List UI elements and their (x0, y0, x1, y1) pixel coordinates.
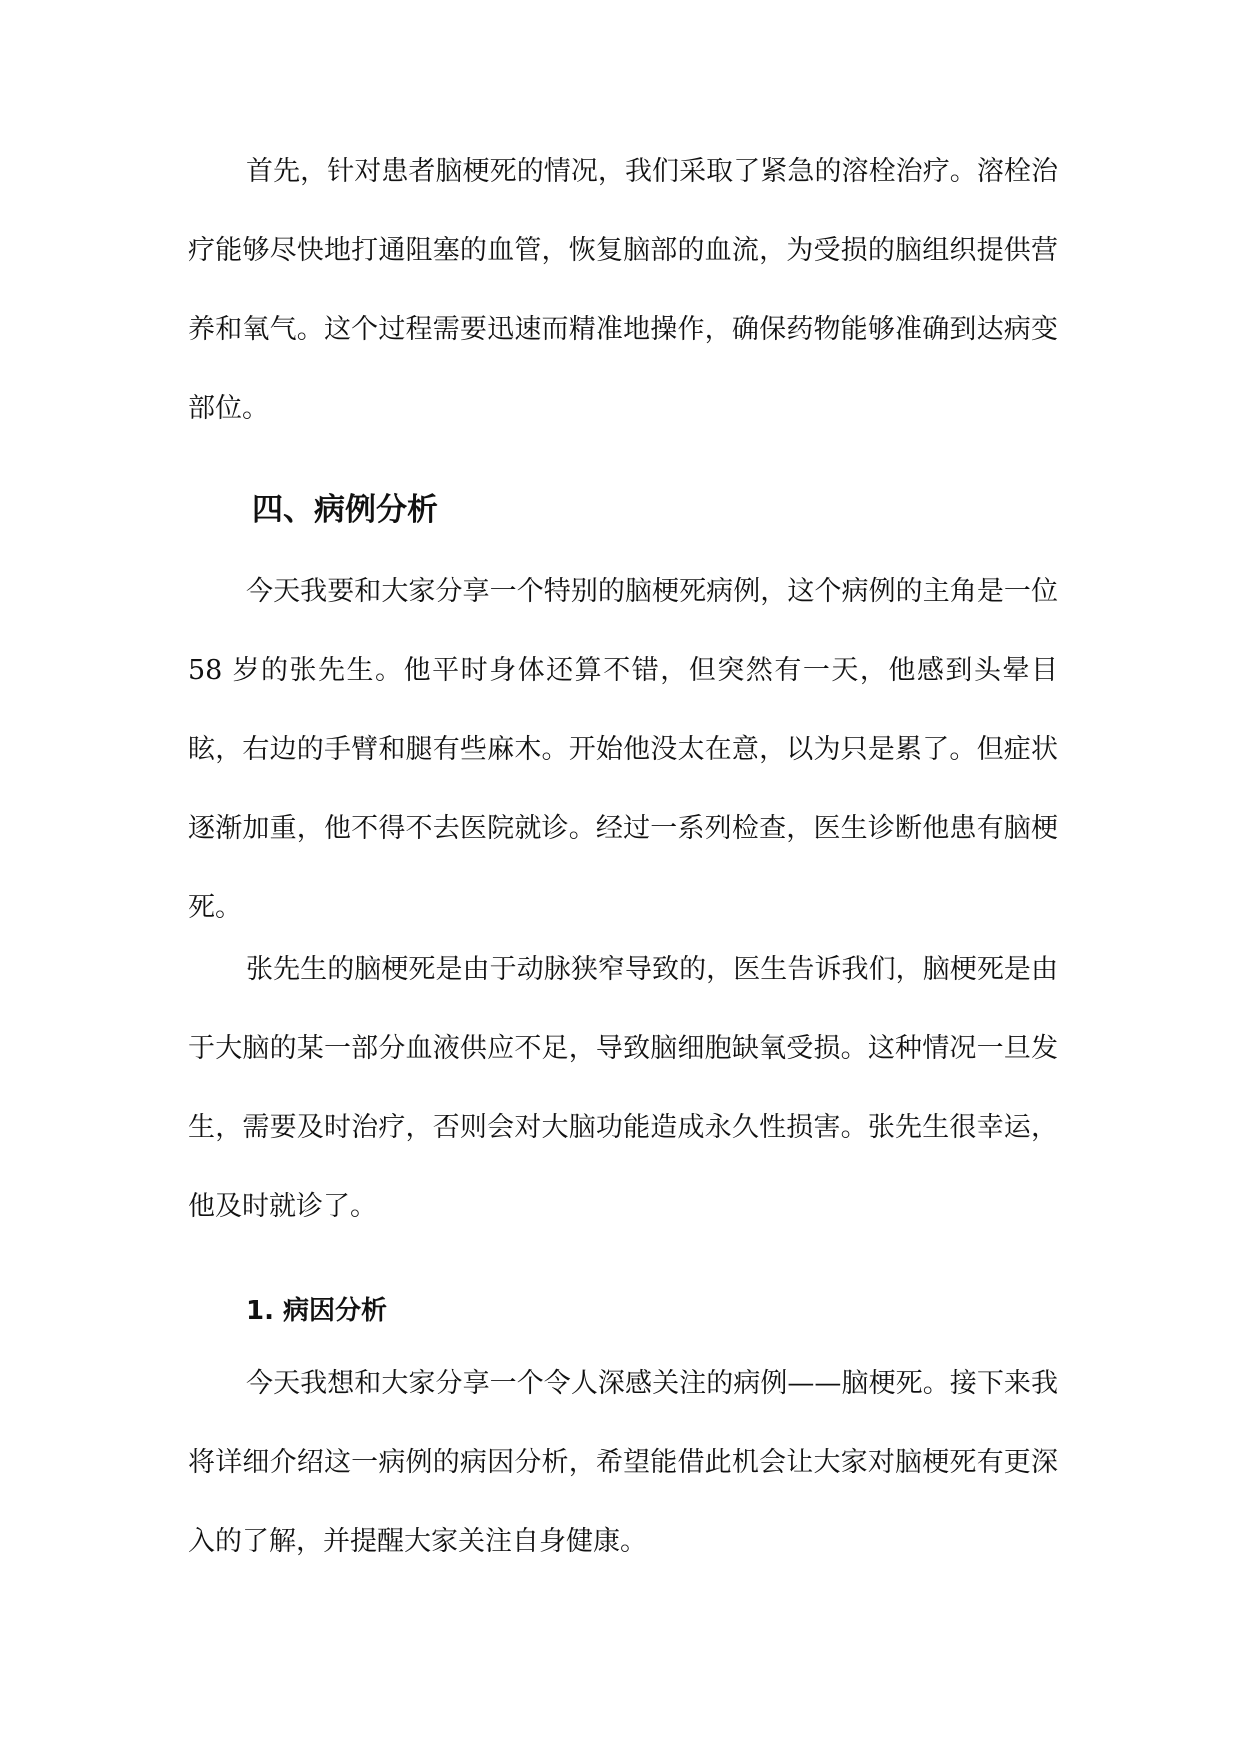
section-heading-case-analysis: 四、病例分析 (252, 492, 438, 528)
paragraph-case-intro: 今天我要和大家分享一个特别的脑梗死病例，这个病例的主角是一位 58 岁的张先生。他平时身体还算不错，但突然有一天，他感到头晕目眩，右边的手臂和腿有些麻木。开始他没太在意，以为只是累了。但症状逐渐加重，他不得不去医院就诊。经过一系列检查，医生诊断他患有脑梗死。 (188, 576, 1058, 923)
subsection-heading-etiology: 1. 病因分析 (246, 1296, 388, 1326)
paragraph-thrombolysis: 首先，针对患者脑梗死的情况，我们采取了紧急的溶栓治疗。溶栓治疗能够尽快地打通阻塞的血管，恢复脑部的血流，为受损的脑组织提供营养和氧气。这个过程需要迅速而精准地操作，确保药物能够准确到达病变部位。 (188, 156, 1058, 424)
paragraph-etiology-intro: 今天我想和大家分享一个令人深感关注的病例——脑梗死。接下来我将详细介绍这一病例的病因分析，希望能借此机会让大家对脑梗死有更深入的了解，并提醒大家关注自身健康。 (188, 1368, 1058, 1557)
paragraph-case-cause: 张先生的脑梗死是由于动脉狭窄导致的，医生告诉我们，脑梗死是由于大脑的某一部分血液供应不足，导致脑细胞缺氧受损。这种情况一旦发生，需要及时治疗，否则会对大脑功能造成永久性损害。张先生很幸运，他及时就诊了。 (188, 954, 1058, 1222)
